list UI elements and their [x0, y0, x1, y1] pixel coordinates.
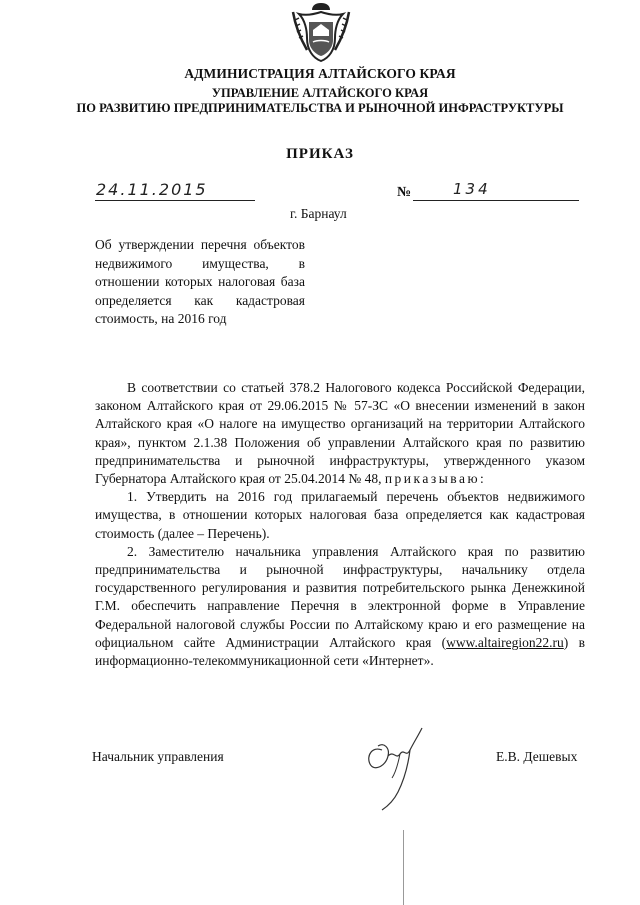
item-1-paragraph: 1. Утвердить на 2016 год прилагаемый перечень объектов недвижимого имущества, в отношении которых налоговая база определяется как кадастровая стоимость (далее – Перечень).: [95, 489, 585, 541]
handwritten-signature: [352, 720, 442, 820]
document-type: ПРИКАЗ: [286, 146, 354, 162]
order-body: [95, 379, 585, 670]
preamble-paragraph: [95, 379, 585, 488]
coat-of-arms-emblem: [285, 0, 357, 64]
order-word: приказываю:: [384, 471, 487, 487]
scan-margin-mark: [403, 830, 404, 905]
order-subject: Об утверждении перечня объектов недвижимого имущества, в отношении которых налоговая база определяется как кадастровая стоимость, на 2016 год: [95, 237, 305, 326]
item-2-paragraph: [95, 543, 585, 670]
item-2-text-start: 2. Заместителю начальника управления Алтайского края по развитию предпринимательства и рыночной инфраструктуры, начальнику отдела государственного регулирования и развития потребительского рынка Денежкиной Г.М. обеспечить направление Перечня в электронной форме в Управление Федеральной налоговой службы России по Алтайскому краю и его размещение на официальном сайте Администрации Алтайского края (: [95, 543, 585, 650]
preamble-text: В соответствии со статьей 378.2 Налогового кодекса Российской Федерации, законом Алтайского края от 29.06.2015 № 57-ЗС «О внесении изменений в закон Алтайского края «О налоге на имущество организаций на территории Алтайского края», пунктом 2.1.38 Положения об управлении Алтайского края по развитию предпринимательства и рыночной инфраструктуры, утвержденного указом Губернатора Алтайского края от 25.04.2014 № 48,: [95, 380, 585, 487]
number-underline: [413, 200, 579, 201]
signatory-title: Начальник управления: [92, 749, 224, 764]
department-heading-line2: ПО РАЗВИТИЮ ПРЕДПРИНИМАТЕЛЬСТВА И РЫНОЧНОЙ ИНФРАСТРУКТУРЫ: [76, 101, 564, 115]
item-2-text-end: ) в информационно-телекоммуникационной сети «Интернет».: [95, 634, 585, 669]
administration-heading: АДМИНИСТРАЦИЯ АЛТАЙСКОГО КРАЯ: [184, 66, 456, 81]
department-heading-line1: УПРАВЛЕНИЕ АЛТАЙСКОГО КРАЯ: [211, 86, 429, 100]
signatory-name: Е.В. Дешевых: [496, 749, 578, 764]
city: г. Барнаул: [290, 206, 347, 221]
number-label: №: [397, 185, 412, 200]
website-link[interactable]: www.altairegion22.ru: [446, 634, 564, 650]
order-date: 24.11.2015: [96, 180, 208, 199]
order-number: 134: [453, 180, 491, 198]
date-underline: [95, 200, 255, 201]
